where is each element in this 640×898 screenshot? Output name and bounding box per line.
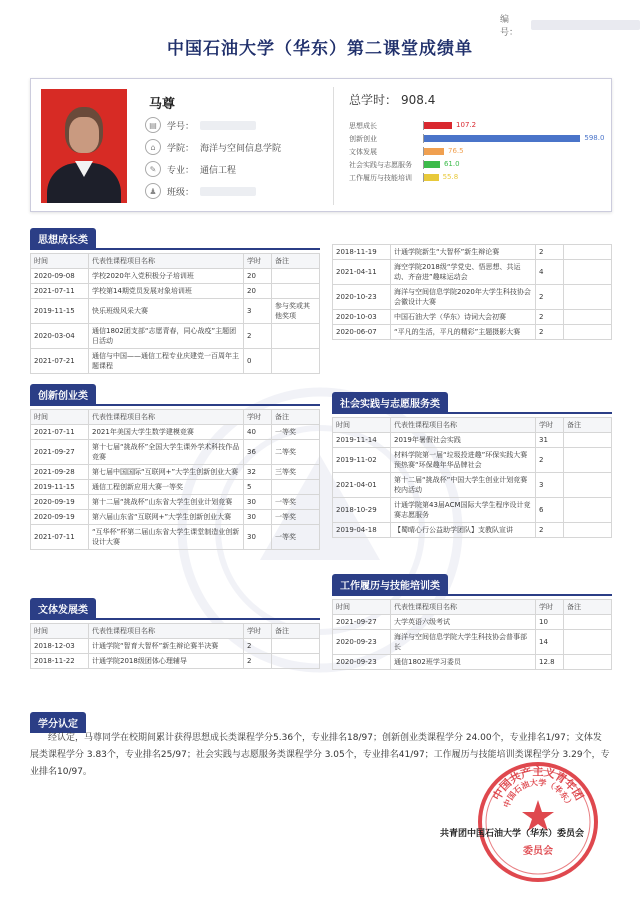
column-header: 学时: [244, 410, 272, 425]
row-date: 2020-10-03: [333, 310, 391, 325]
bar: [424, 148, 444, 155]
official-seal-icon: [476, 760, 600, 884]
table-header-row: [31, 410, 320, 425]
serial-value-redacted: [531, 20, 640, 30]
college-icon: ⌂: [145, 139, 161, 155]
table-row: [31, 349, 320, 374]
bar: [424, 122, 452, 129]
table-header-row: [333, 418, 612, 433]
row-hours: 30: [244, 510, 272, 525]
row-course: 计通学院2018级团体心理辅导: [89, 654, 244, 669]
row-hours: 32: [244, 465, 272, 480]
section-shehui: [332, 392, 612, 538]
row-date: 2019-04-18: [333, 523, 391, 538]
table-row: [31, 510, 320, 525]
section-title: 社会实践与志愿服务类: [332, 392, 448, 413]
college-value: 海洋与空间信息学院: [200, 143, 282, 154]
section-chuangxin: [30, 384, 320, 550]
row-remark: [272, 654, 320, 669]
row-date: 2021-07-11: [31, 425, 89, 440]
row-remark: [564, 260, 612, 285]
row-course: 大学英语六级考试: [391, 615, 536, 630]
row-date: 2021-07-11: [31, 525, 89, 550]
row-date: 2020-10-23: [333, 285, 391, 310]
section-sixiang: [30, 228, 320, 374]
table-row: [333, 448, 612, 473]
row-hours: 30: [244, 525, 272, 550]
column-header: 代表性课程项目名称: [89, 410, 244, 425]
row-hours: 30: [244, 495, 272, 510]
row-date: 2021-07-11: [31, 284, 89, 299]
row-remark: 一等奖: [272, 510, 320, 525]
profile-card: [30, 78, 612, 212]
table-row: [31, 495, 320, 510]
row-course: 海洋与空间信息学院2020年大学生科技协会会徽设计大赛: [391, 285, 536, 310]
section-title: 创新创业类: [30, 384, 96, 405]
table-row: [31, 269, 320, 284]
column-header: 代表性课程项目名称: [391, 600, 536, 615]
shehui-table: [332, 417, 612, 538]
row-hours: 5: [244, 480, 272, 495]
row-course: 2021年美国大学生数学建模竞赛: [89, 425, 244, 440]
column-header: 备注: [272, 410, 320, 425]
row-remark: 一等奖: [272, 495, 320, 510]
student-id-label: 学号：: [167, 121, 195, 132]
row-date: 2019-11-02: [333, 448, 391, 473]
row-date: 2018-10-29: [333, 498, 391, 523]
column-header: 代表性课程项目名称: [391, 418, 536, 433]
row-hours: 3: [536, 473, 564, 498]
row-course: 材料学院第一届“垃圾投进趣”环保实践大赛预热赛“环保趣年华品牌社会: [391, 448, 536, 473]
seal-top-text: 中国共产主义青年团: [490, 765, 586, 803]
row-course: 海空学院2018级“学党史、悟思想、共运动、齐奋进”趣味运动会: [391, 260, 536, 285]
college-label: 学院：: [167, 143, 195, 154]
row-remark: [564, 615, 612, 630]
row-remark: [564, 448, 612, 473]
sixiang-table: [30, 253, 320, 374]
row-date: 2021-09-27: [31, 440, 89, 465]
row-remark: [564, 498, 612, 523]
row-hours: 2: [244, 324, 272, 349]
row-date: 2021-09-28: [31, 465, 89, 480]
table-row: [31, 465, 320, 480]
row-date: 2020-09-19: [31, 510, 89, 525]
row-date: 2021-09-27: [333, 615, 391, 630]
row-date: 2019-11-15: [31, 299, 89, 324]
row-remark: [564, 310, 612, 325]
row-date: 2018-12-03: [31, 639, 89, 654]
major-icon: ✎: [145, 161, 161, 177]
row-course: 计通学院“智育大智杯”新生辩论赛半决赛: [89, 639, 244, 654]
table-row: [31, 654, 320, 669]
row-date: 2020-09-08: [31, 269, 89, 284]
row-remark: [564, 325, 612, 340]
seal-bottom-text: 委员会: [523, 846, 553, 857]
row-hours: 31: [536, 433, 564, 448]
row-hours: 36: [244, 440, 272, 465]
table-header-row: [31, 624, 320, 639]
column-header: 备注: [272, 254, 320, 269]
row-course: 海洋与空间信息学院大学生科技协会普事部长: [391, 630, 536, 655]
row-course: 计通学院第43届ACM国际大学生程序设计竞赛志愿服务: [391, 498, 536, 523]
row-remark: [272, 284, 320, 299]
row-remark: [564, 655, 612, 670]
row-course: 第七届中国国际“互联网+”大学生创新创业大赛: [89, 465, 244, 480]
bar-value-label: 55.8: [442, 173, 459, 181]
student-id-row: [145, 117, 256, 133]
row-hours: 2: [536, 523, 564, 538]
row-hours: 20: [244, 269, 272, 284]
row-course: 2019年暑假社会实践: [391, 433, 536, 448]
row-remark: [272, 349, 320, 374]
bar-row: [349, 158, 599, 171]
row-date: 2020-03-04: [31, 324, 89, 349]
row-remark: 一等奖: [272, 525, 320, 550]
student-photo: [41, 89, 127, 203]
table-row: [31, 525, 320, 550]
wenti-continued-table: [332, 244, 612, 340]
row-remark: [272, 269, 320, 284]
student-id-redacted: [200, 121, 256, 130]
chuangxin-table: [30, 409, 320, 550]
row-hours: 3: [244, 299, 272, 324]
row-hours: 2: [244, 639, 272, 654]
row-course: 通信工程创新应用大赛一等奖: [89, 480, 244, 495]
bar-category-label: 社会实践与志愿服务: [349, 160, 412, 169]
total-hours: [349, 91, 435, 108]
row-course: 通信1802团支部“志愿青春，同心战疫”主题团日活动: [89, 324, 244, 349]
row-course: 学校2020年入党积极分子培训班: [89, 269, 244, 284]
credit-statement: 经认定，马尊同学在校期间累计获得思想成长类课程学分5.36个，专业排名18/97；创新创业类课程学分 24.00个，专业排名1/97；文体发展类课程学分 3.83个，专业排名25/97；社会实践与志愿服务类课程学分 3.05个，专业排名41/97；工作履历与技能培训类课程学分 3.29个，专业排名10/97。: [30, 733, 610, 777]
section-title: 文体发展类: [30, 598, 96, 619]
row-hours: 2: [536, 448, 564, 473]
table-row: [31, 324, 320, 349]
class-redacted: [200, 187, 256, 196]
column-header: 学时: [244, 254, 272, 269]
table-row: [333, 260, 612, 285]
bar-row: [349, 171, 599, 184]
row-remark: [564, 523, 612, 538]
bar-row: [349, 132, 605, 145]
table-row: [333, 523, 612, 538]
page-title: 中国石油大学（华东）第二课堂成绩单: [167, 39, 473, 59]
section-wenti-continued: [332, 244, 612, 340]
column-header: 备注: [564, 600, 612, 615]
row-course: 第十七届“挑战杯”全国大学生课外学术科技作品竞赛: [89, 440, 244, 465]
table-row: [333, 310, 612, 325]
seal-middle-text: 中国石油大学（华东）: [502, 778, 574, 809]
serial-label: 编号：: [500, 15, 519, 38]
table-row: [31, 480, 320, 495]
bar-category-label: 工作履历与技能培训: [349, 173, 412, 182]
column-header: 时间: [333, 600, 391, 615]
row-hours: 2: [536, 325, 564, 340]
row-remark: [272, 480, 320, 495]
column-header: 备注: [272, 624, 320, 639]
row-hours: 2: [244, 654, 272, 669]
table-row: [31, 284, 320, 299]
bar: [424, 174, 439, 181]
class-label: 班级：: [167, 187, 195, 198]
bar-category-label: 文体发展: [349, 147, 377, 156]
table-row: [31, 440, 320, 465]
total-hours-value: 908.4: [401, 93, 436, 107]
row-date: 2020-06-07: [333, 325, 391, 340]
column-header: 备注: [564, 418, 612, 433]
profile-divider: [333, 87, 334, 205]
wenti-table: [30, 623, 320, 669]
column-header: 时间: [333, 418, 391, 433]
major-label: 专业：: [167, 165, 195, 176]
student-name: 马尊: [149, 97, 176, 112]
row-course: 第十二届“挑战杯”山东省大学生创业计划竞赛: [89, 495, 244, 510]
bar: [424, 135, 580, 142]
row-hours: 6: [536, 498, 564, 523]
major-row: [145, 161, 236, 177]
bar: [424, 161, 440, 168]
row-date: 2021-07-21: [31, 349, 89, 374]
row-date: 2020-09-19: [31, 495, 89, 510]
bar-value-label: 107.2: [456, 121, 477, 129]
row-course: “平凡的生活，平凡的精彩”主题摄影大赛: [391, 325, 536, 340]
row-date: 2018-11-19: [333, 245, 391, 260]
column-header: 学时: [536, 600, 564, 615]
column-header: 代表性课程项目名称: [89, 624, 244, 639]
row-hours: 20: [244, 284, 272, 299]
table-row: [333, 615, 612, 630]
row-course: 第十二届“挑战杯”中国大学生创业计划竞赛校内活动: [391, 473, 536, 498]
class-group-icon: ♟: [145, 183, 161, 199]
row-remark: [564, 630, 612, 655]
row-hours: 2: [536, 310, 564, 325]
bar-category-label: 创新创业: [349, 134, 377, 143]
row-course: 通信与中国——通信工程专业庆建党一百周年主题课程: [89, 349, 244, 374]
table-row: [31, 299, 320, 324]
row-course: 【蜀晴心行公益助学团队】支教队宣讲: [391, 523, 536, 538]
row-date: 2019-11-14: [333, 433, 391, 448]
column-header: 时间: [31, 254, 89, 269]
college-row: [145, 139, 281, 155]
row-hours: 2: [536, 245, 564, 260]
row-remark: 参与奖或其他奖项: [272, 299, 320, 324]
bar-value-label: 76.5: [448, 147, 464, 155]
column-header: 时间: [31, 624, 89, 639]
section-gongzuo: [332, 574, 612, 670]
column-header: 代表性课程项目名称: [89, 254, 244, 269]
row-date: 2020-09-23: [333, 655, 391, 670]
row-date: 2021-04-11: [333, 260, 391, 285]
row-course: 快乐班级风采大赛: [89, 299, 244, 324]
bar-value-label: 598.0: [584, 134, 605, 142]
row-hours: 12.8: [536, 655, 564, 670]
row-hours: 0: [244, 349, 272, 374]
table-row: [333, 630, 612, 655]
column-header: 时间: [31, 410, 89, 425]
hours-bar-chart: [349, 119, 605, 184]
table-row: [333, 473, 612, 498]
row-course: 计通学院新生“大智杯”新生辩论赛: [391, 245, 536, 260]
section-title: 学分认定: [30, 712, 86, 733]
table-header-row: [333, 600, 612, 615]
table-row: [31, 639, 320, 654]
table-row: [333, 285, 612, 310]
row-remark: [564, 285, 612, 310]
row-date: 2020-09-23: [333, 630, 391, 655]
row-remark: 二等奖: [272, 440, 320, 465]
row-hours: 40: [244, 425, 272, 440]
svg-text:中国共产主义青年团: [489, 764, 586, 802]
row-remark: [272, 639, 320, 654]
section-wenti: [30, 598, 320, 669]
section-title: 工作履历与技能培训类: [332, 574, 448, 595]
issuer-signature: 共青团中国石油大学（华东）委员会: [440, 829, 585, 839]
column-header: 学时: [536, 418, 564, 433]
table-row: [31, 425, 320, 440]
row-course: 通信1802班学习委员: [391, 655, 536, 670]
row-hours: 14: [536, 630, 564, 655]
row-remark: 一等奖: [272, 425, 320, 440]
row-date: 2018-11-22: [31, 654, 89, 669]
column-header: 学时: [244, 624, 272, 639]
id-card-icon: ▤: [145, 117, 161, 133]
table-header-row: [31, 254, 320, 269]
row-remark: [564, 245, 612, 260]
row-hours: 4: [536, 260, 564, 285]
table-row: [333, 245, 612, 260]
table-row: [333, 498, 612, 523]
bar-row: [349, 119, 599, 132]
table-row: [333, 325, 612, 340]
row-course: 中国石油大学（华东）诗词大会初赛: [391, 310, 536, 325]
bar-category-label: 思想成长: [349, 121, 377, 130]
total-hours-label: 总学时：: [349, 93, 398, 107]
row-remark: [272, 324, 320, 349]
row-remark: [564, 433, 612, 448]
section-title: 思想成长类: [30, 228, 96, 249]
major-value: 通信工程: [200, 165, 237, 176]
row-date: 2019-11-15: [31, 480, 89, 495]
row-course: 第六届山东省“互联网+”大学生创新创业大赛: [89, 510, 244, 525]
row-remark: 三等奖: [272, 465, 320, 480]
row-course: 学校第14期党员发展对象培训班: [89, 284, 244, 299]
row-hours: 10: [536, 615, 564, 630]
bar-value-label: 61.0: [443, 160, 460, 168]
bar-row: [349, 145, 599, 158]
gongzuo-table: [332, 599, 612, 670]
row-course: “互华杯”杯第二届山东省大学生课堂制造业创新设计大赛: [89, 525, 244, 550]
table-row: [333, 655, 612, 670]
class-row: [145, 183, 256, 199]
row-hours: 2: [536, 285, 564, 310]
row-remark: [564, 473, 612, 498]
row-date: 2021-04-01: [333, 473, 391, 498]
table-row: [333, 433, 612, 448]
